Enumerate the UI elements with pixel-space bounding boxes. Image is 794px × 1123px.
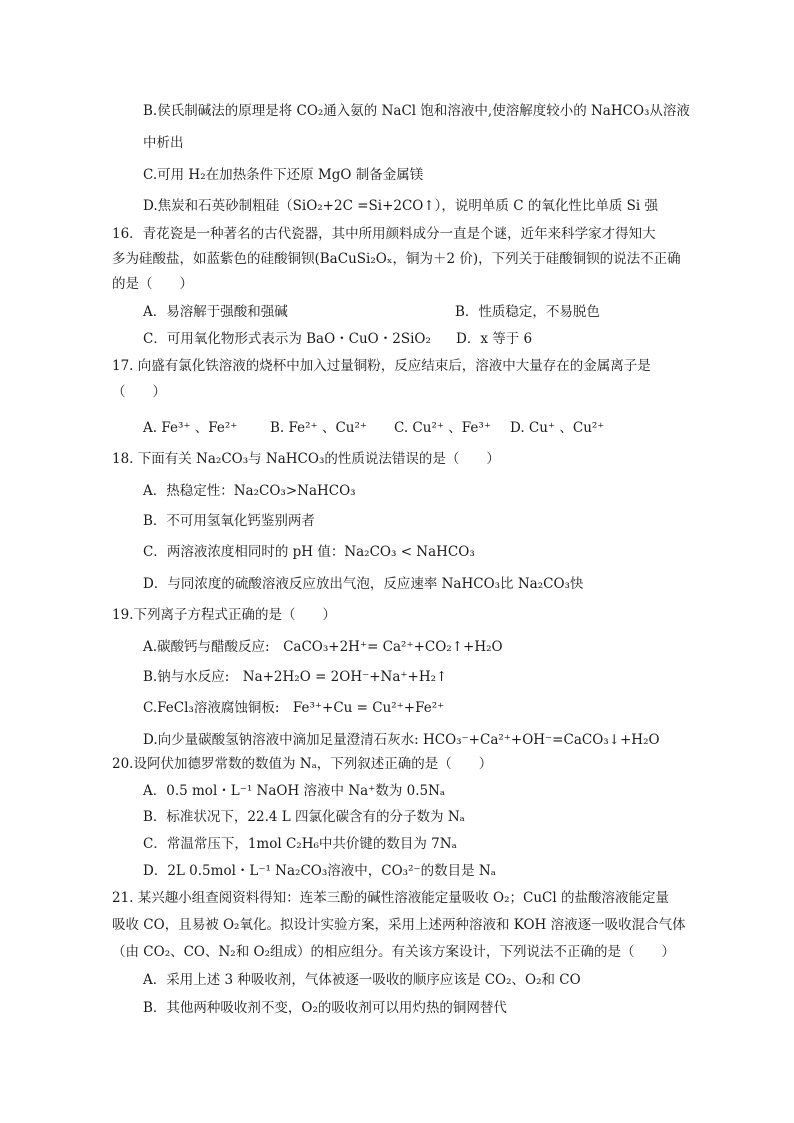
q20-option-d: D．2L 0.5mol・L⁻¹ Na₂CO₃溶液中，CO₃²⁻的数目是 Nₐ	[143, 863, 496, 879]
q19-stem: 19.下列离子方程式正确的是（ ）	[112, 607, 336, 623]
q21-stem-line2: 吸收 CO，且易被 O₂氧化。拟设计实验方案，采用上述两种溶液和 KOH 溶液逐一吸收混合气体	[112, 917, 686, 933]
q18-option-c: C．两溶液浓度相同时的 pH 值：Na₂CO₃ < NaHCO₃	[143, 544, 475, 560]
q18-option-d: D．与同浓度的硫酸溶液反应放出气泡，反应速率 NaHCO₃比 Na₂CO₃快	[143, 576, 584, 592]
q19-option-a: A.碳酸钙与醋酸反应: CaCO₃+2H⁺= Ca²⁺+CO₂↑+H₂O	[143, 639, 503, 655]
q18-option-a: A．热稳定性：Na₂CO₃>NaHCO₃	[143, 483, 356, 499]
q17-stem-line2: （ ）	[112, 384, 166, 400]
q17-option-c: C. Cu²⁺ 、Fe³⁺	[394, 420, 491, 436]
q16-option-c: C．可用氧化物形式表示为 BaO・CuO・2SiO₂	[143, 331, 431, 347]
q19-option-b: B.钠与水反应: Na+2H₂O = 2OH⁻+Na⁺+H₂↑	[143, 669, 448, 685]
q18-option-b: B．不可用氢氧化钙鉴别两者	[143, 513, 315, 529]
q17-option-d: D. Cu⁺ 、Cu²⁺	[510, 420, 605, 436]
q15-option-c: C.可用 H₂在加热条件下还原 MgO 制备金属镁	[143, 167, 424, 183]
q16-stem-line2: 多为硅酸盐，如蓝紫色的硅酸铜钡(BaCuSi₂Oₓ，铜为＋2 价)，下列关于硅酸铜钡的说法不正确	[112, 251, 681, 267]
q20-option-a: A．0.5 mol・L⁻¹ NaOH 溶液中 Na⁺数为 0.5Nₐ	[143, 783, 446, 799]
q15-option-d: D.焦炭和石英砂制粗硅（SiO₂+2C =Si+2CO↑），说明单质 C 的氧化性比单质 Si 强	[143, 198, 658, 214]
q16-option-a: A．易溶解于强酸和强碱	[143, 304, 288, 320]
q15-option-b-line1: B.侯氏制碱法的原理是将 CO₂通入氨的 NaCl 饱和溶液中,使溶解度较小的 NaHCO₃从溶液	[143, 103, 690, 119]
q16-option-d: D．x 等于 6	[456, 331, 533, 347]
q15-option-b-line2: 中析出	[143, 135, 184, 151]
q21-option-a: A．采用上述 3 种吸收剂，气体被逐一吸收的顺序应该是 CO₂、O₂和 CO	[143, 972, 581, 988]
q16-stem-line1: 16．青花瓷是一种著名的古代瓷器，其中所用颜料成分一直是个谜，近年来科学家才得知大	[112, 226, 656, 242]
q20-option-b: B．标准状况下，22.4 L 四氯化碳含有的分子数为 Nₐ	[143, 809, 465, 825]
q21-option-b: B．其他两种吸收剂不变，O₂的吸收剂可以用灼热的铜网替代	[143, 1000, 507, 1016]
q16-stem-line3: 的是（ ）	[112, 276, 193, 292]
q17-stem-line1: 17. 向盛有氯化铁溶液的烧杯中加入过量铜粉，反应结束后，溶液中大量存在的金属离子是	[112, 358, 651, 374]
q21-stem-line3: （由 CO₂、CO、N₂和 O₂组成）的相应组分。有关该方案设计，下列说法不正确的是（ ）	[112, 944, 675, 960]
q17-option-b: B. Fe²⁺ 、Cu²⁺	[270, 420, 368, 436]
q21-stem-line1: 21. 某兴趣小组查阅资料得知：连苯三酚的碱性溶液能定量吸收 O₂；CuCl 的盐酸溶液能定量	[112, 890, 669, 906]
q17-option-a: A. Fe³⁺ 、Fe²⁺	[143, 420, 238, 436]
q16-option-b: B．性质稳定，不易脱色	[455, 304, 600, 320]
q20-stem: 20.设阿伏加德罗常数的数值为 Nₐ，下列叙述正确的是（ ）	[112, 756, 493, 772]
q19-option-d: D.向少量碳酸氢钠溶液中滴加足量澄清石灰水: HCO₃⁻+Ca²⁺+OH⁻=CaCO₃↓+H₂O	[143, 732, 660, 748]
q19-option-c: C.FeCl₃溶液腐蚀铜板: Fe³⁺+Cu = Cu²⁺+Fe²⁺	[143, 700, 445, 716]
q18-stem: 18. 下面有关 Na₂CO₃与 NaHCO₃的性质说法错误的是（ ）	[112, 451, 500, 467]
q20-option-c: C．常温常压下，1mol C₂H₆中共价键的数目为 7Nₐ	[143, 836, 457, 852]
